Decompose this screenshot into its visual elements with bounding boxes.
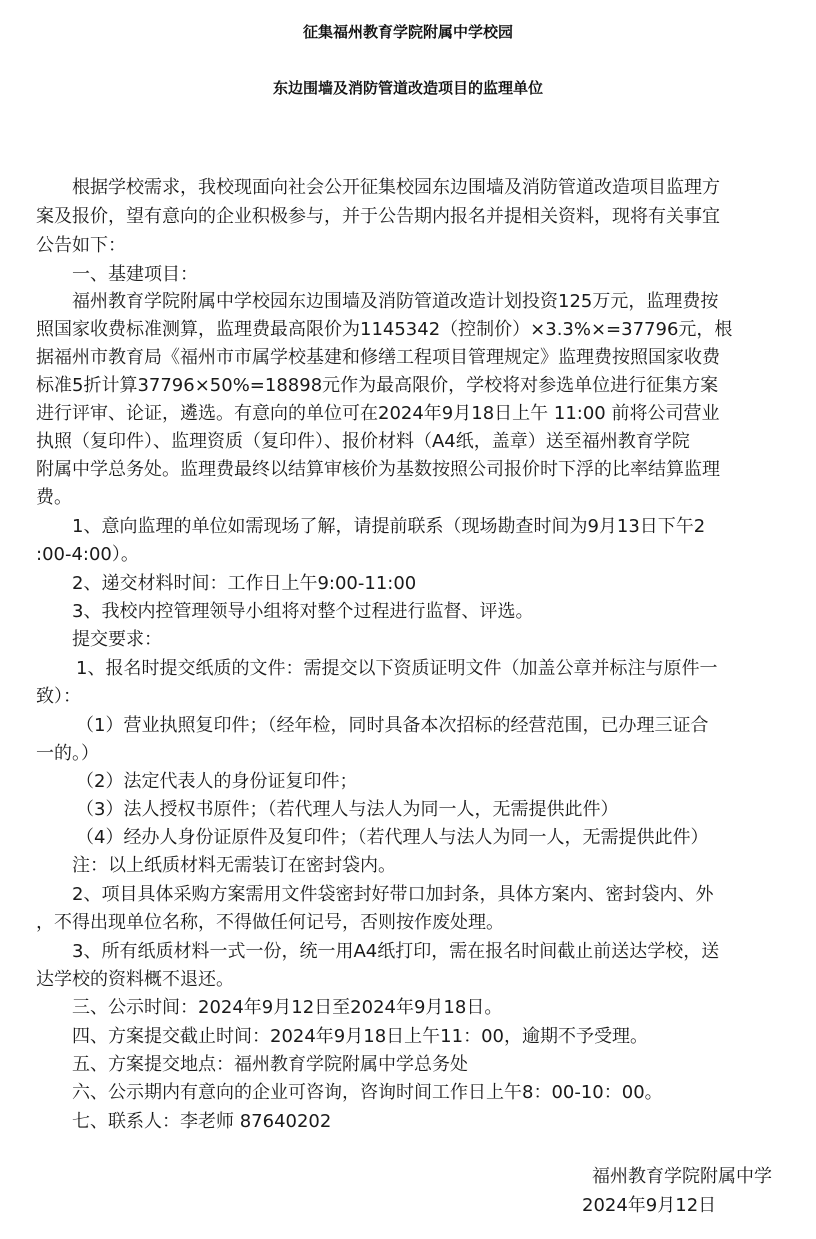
section-heading: 一、基建项目： [72,264,198,285]
page-title-line2: 东边围墙及消防管道改造项目的监理单位 [272,79,543,97]
text-line: 一的。） [36,743,99,764]
text-line: 注：以上纸质材料无需装订在密封袋内。 [72,855,396,876]
signature-date: 2024年9月12日 [582,1195,717,1216]
text-line: ，不得出现单位名称，不得做任何记号，否则按作废处理。 [36,912,504,933]
signature-org: 福州教育学院附属中学 [592,1166,772,1187]
text-line: 执照（复印件）、监理资质（复印件）、报价材料（A4纸，盖章）送至福州教育学院 [36,431,690,452]
text-line: 2、递交材料时间：工作日上午9:00-11:00 [72,573,417,594]
text-line: 附属中学总务处。监理费最终以结算审核价为基数按照公司报价时下浮的比率结算监理 [36,459,720,480]
text-line: 照国家收费标准测算，监理费最高限价为1145342（控制价）×3.3%×=37796元，根 [36,319,733,340]
text-line: 3、我校内控管理领导小组将对整个过程进行监督、评选。 [72,601,534,622]
text-line: 1、报名时提交纸质的文件：需提交以下资质证明文件（加盖公章并标注与原件一 [76,658,718,679]
contact-line: 七、联系人：李老师 87640202 [72,1111,332,1132]
text-line: 公告如下： [36,235,126,256]
text-line: 标准5折计算37796×50%=18898元作为最高限价，学校将对参选单位进行征集方案 [36,375,719,396]
text-line: 四、方案提交截止时间：2024年9月18日上午11：00，逾期不予受理。 [72,1026,648,1047]
text-line: 三、公示时间：2024年9月12日至2024年9月18日。 [72,997,503,1018]
text-line: 案及报价，望有意向的企业积极参与，并于公告期内报名并提相关资料，现将有关事宜 [36,206,720,227]
text-line: （4）经办人身份证原件及复印件；（若代理人与法人为同一人，无需提供此件） [76,827,709,848]
text-line: 3、所有纸质材料一式一份，统一用A4纸打印，需在报名时间截止前送达学校，送 [72,941,720,962]
text-line: 五、方案提交地点：福州教育学院附属中学总务处 [72,1054,468,1075]
text-line: 根据学校需求，我校现面向社会公开征集校园东边围墙及消防管道改造项目监理方 [72,177,720,198]
text-line: 致）： [36,686,81,707]
section-heading: 提交要求： [72,629,162,650]
page-title-line1: 征集福州教育学院附属中学校园 [302,23,513,41]
text-line: （1）营业执照复印件；（经年检，同时具备本次招标的经营范围，已办理三证合 [76,715,709,736]
text-line: 据福州市教育局《福州市市属学校基建和修缮工程项目管理规定》监理费按照国家收费 [36,347,720,368]
text-line: 2、项目具体采购方案需用文件袋密封好带口加封条，具体方案内、密封袋内、外 [72,884,714,905]
text-line: 费。 [36,487,72,508]
text-line: 进行评审、论证，遴选。有意向的单位可在2024年9月18日上午 11:00 前将公司营业 [36,403,720,424]
text-line: 福州教育学院附属中学校园东边围墙及消防管道改造计划投资125万元，监理费按 [72,291,719,312]
text-line: 六、公示期内有意向的企业可咨询，咨询时间工作日上午8：00-10：00。 [72,1082,663,1103]
text-line: （3）法人授权书原件；（若代理人与法人为同一人，无需提供此件） [76,799,619,820]
text-line: （2）法定代表人的身份证复印件； [76,771,358,792]
text-line: :00-4:00）。 [36,544,139,565]
text-line: 达学校的资料概不退还。 [36,969,234,990]
text-line: 1、意向监理的单位如需现场了解，请提前联系（现场勘查时间为9月13日下午2 [72,516,706,537]
